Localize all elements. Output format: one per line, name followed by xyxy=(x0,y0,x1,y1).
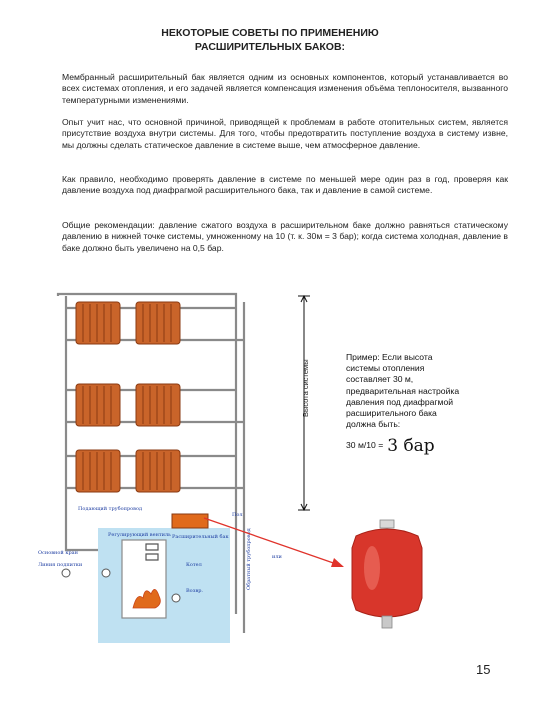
radiator-low-left xyxy=(76,450,120,492)
paragraph-1: Мембранный расширительный бак является одним из основных компонентов, который устанавливается во всех системах отопления, и его задачей является компенсация изменения объёма теплоносителя, вызванного температурными изменениями. xyxy=(62,72,508,105)
valve-icon xyxy=(62,569,70,577)
label-return: Возвр. xyxy=(186,588,204,594)
radiator-top-right xyxy=(136,302,180,344)
title-line-1: НЕКОТОРЫЕ СОВЕТЫ ПО ПРИМЕНЕНИЮ xyxy=(161,27,379,39)
label-boiler: Котел xyxy=(186,562,202,568)
formula-result: 3 бар xyxy=(387,436,435,456)
label-or: или xyxy=(272,554,282,560)
label-flow: Пол xyxy=(232,512,243,518)
formula-left: 30 м/10 = xyxy=(346,440,384,450)
page-title xyxy=(0,26,540,54)
label-expansion-tank: Расширительный бак xyxy=(172,534,229,540)
height-label: Высота системы xyxy=(301,359,310,417)
example-text: Пример: Если высота системы отопления составляет 30 м, предварительная настройка давления под диафрагмой расширительного бака должна быть: xyxy=(346,352,460,430)
heating-system-diagram xyxy=(36,288,286,650)
paragraph-2: Опыт учит нас, что основной причиной, приводящей к проблемам в работе отопительных систем, является присутствие воздуха внутри системы. Для того, чтобы предотвратить поступление воздуха в систему извне, мы должны сделать статическое давление в системе выше, чем атмосферное давление. xyxy=(62,117,508,150)
radiator-top-left xyxy=(76,302,120,344)
paragraph-3: Как правило, необходимо проверять давление в системе по меньшей мере один раз в год, проверяя как давление воздуха под диафрагмой расширительного бака, так и давление в самой системе. xyxy=(62,174,508,196)
paragraph-4: Общие рекомендации: давление сжатого воздуха в расширительном баке должно равняться статическому давлению в нижней точке системы, умноженному на 10 (т. к. 30м = 3 бар); когда система холодная, давление в баке должно быть увеличено на 0,5 бар. xyxy=(62,220,508,253)
label-main-valve: Основной кран xyxy=(38,550,78,556)
regulator-valve-icon xyxy=(102,569,110,577)
page-number: 15 xyxy=(476,662,491,677)
red-pointer-arrow xyxy=(200,512,350,572)
label-supply-pipe: Подающий трубопровод xyxy=(78,506,143,512)
radiators xyxy=(76,302,180,492)
title-line-2: РАСШИРИТЕЛЬНЫХ БАКОВ: xyxy=(194,41,346,53)
example-formula xyxy=(346,436,435,456)
label-regulator: Регулирующий вентиль xyxy=(108,532,171,538)
radiator-mid-left xyxy=(76,384,120,426)
pump-icon xyxy=(172,594,180,602)
expansion-vessel-image xyxy=(342,518,432,630)
label-make-up: Линия подпитки xyxy=(38,562,83,568)
radiator-mid-right xyxy=(136,384,180,426)
radiator-low-right xyxy=(136,450,180,492)
label-return-pipe: Обратный трубопровод xyxy=(246,528,252,590)
